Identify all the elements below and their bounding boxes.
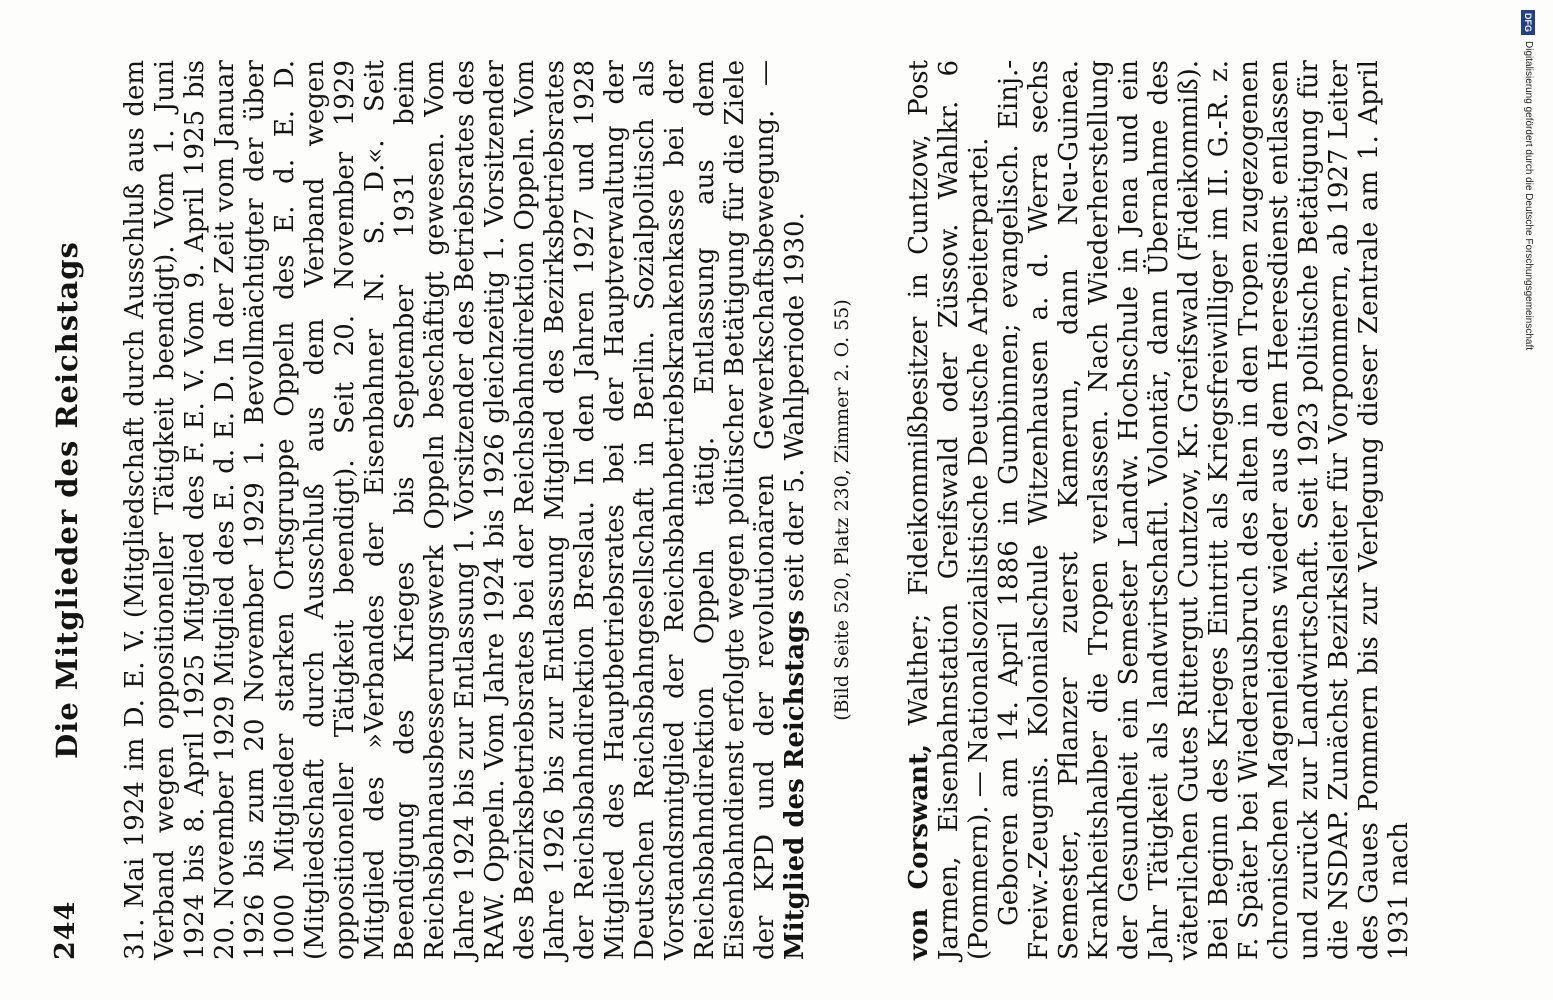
- digitization-note: [1518, 10, 1538, 990]
- member-details: Walther; Fideikommißbesitzer in Cuntzow, Post Jarmen, Eisenbahnstation Greifswald oder Züssow. Wahlkr. 6 (Pommern). — Nationalsozialistische Deutsche Arbeiterpartei.: [904, 59, 994, 960]
- paragraph-member-entry: [904, 60, 994, 960]
- member-name: von Corswant,: [904, 743, 934, 960]
- paragraph-text-end: seit der 5. Wahlperiode 1930.: [780, 212, 810, 602]
- dfg-logo: DFG: [1521, 10, 1535, 35]
- page-content: [120, 60, 1414, 960]
- reichstag-membership-bold: Mitglied des Reichstags: [780, 610, 810, 960]
- photo-reference-caption: (Bild Seite 520, Platz 230, Zimmer 2. O. 55): [831, 299, 853, 721]
- paragraph-text: 31. Mai 1924 im D. E. V. (Mitgliedschaft durch Ausschluß aus dem Verband wegen oppositioneller Tätigkeit beendigt). Vom 1. Juni 1924 bis 8. April 1925 Mitglied des F. E. V. Vom 9. April 1925 bis 20. November 1929 Mitglied des E. d. E. D. In der Zeit vom Januar 1926 bis zum 20 November 1929 1. Bevollmächtigter der über 1000 Mitglieder starken Ortsgruppe Oppeln des E. d. E. D. (Mitgliedschaft durch Ausschluß aus dem Verband wegen oppositioneller Tätigkeit beendigt). Seit 20. November 1929 Mitglied des »Verbandes der Eisenbahner N. S. D.«. Seit Beendigung des Krieges bis September 1931 beim Reichsbahnausbesserungswerk Oppeln beschäftigt gewesen. Vom Jahre 1924 bis zur Entlassung 1. Vorsitzender des Betriebsrates des RAW. Oppeln. Vom Jahre 1924 bis 1926 gleichzeitig 1. Vorsitzender des Bezirksbetriebsrates bei der Reichsbahndirektion Oppeln. Vom Jahre 1926 bis zur Entlassung Mitglied des Bezirksbetriebsrates der Reichsbahndirektion Breslau. In den Jahren 1927 und 1928 Mitglied des Hauptbetriebsrates bei der Hauptverwaltung der Deutschen Reichsbahngesellschaft in Berlin. Sozialpolitisch als Vorstandsmitglied der Reichsbahnbetriebskrankenkasse bei der Reichsbahndirektion Oppeln tätig. Entlassung aus dem Eisenbahndienst erfolgte wegen politischer Betätigung für die Ziele der KPD und der revolutionären Gewerkschaftsbewegung. —: [120, 60, 780, 960]
- paragraph-biography-continued: [120, 60, 810, 960]
- digitization-note-text: Digitalisierung gefördert durch die Deutsche Forschungsgemeinschaft: [1523, 41, 1534, 351]
- paragraph-member-biography: Geboren am 14. April 1886 in Gumbinnen; evangelisch. Einj.-Freiw.-Zeugnis. Kolonialschule Witzenhausen a. d. Werra sechs Semester, Pflanzer zuerst Kamerun, dann Neu-Guinea. Krankheitshalber die Tropen verlassen. Nach Wiederherstellung der Gesundheit ein Semester Landw. Hochschule in Jena und ein Jahr Tätigkeit als landwirtschaftl. Volontär, dann Übernahme des väterlichen Gutes Rittergut Cuntzow, Kr. Greifswald (Fideikommiß). Bei Beginn des Krieges Eintritt als Kriegsfreiwilliger im II. G.-R. z. F. Später bei Wiederausbruch des alten in den Tropen zugezogenen chronischen Magenleidens wieder aus dem Heeresdienst entlassen und zurück zur Landwirtschaft. Seit 1923 politische Betätigung für die NSDAP. Zunächst Bezirksleiter für Vorpommern, ab 1927 Leiter des Gaues Pommern bis zur Verlegung dieser Zentrale am 1. April 1931 nach: [994, 60, 1414, 960]
- running-head: Die Mitglieder des Reichstags: [50, 241, 84, 759]
- page-number: 244: [50, 900, 81, 960]
